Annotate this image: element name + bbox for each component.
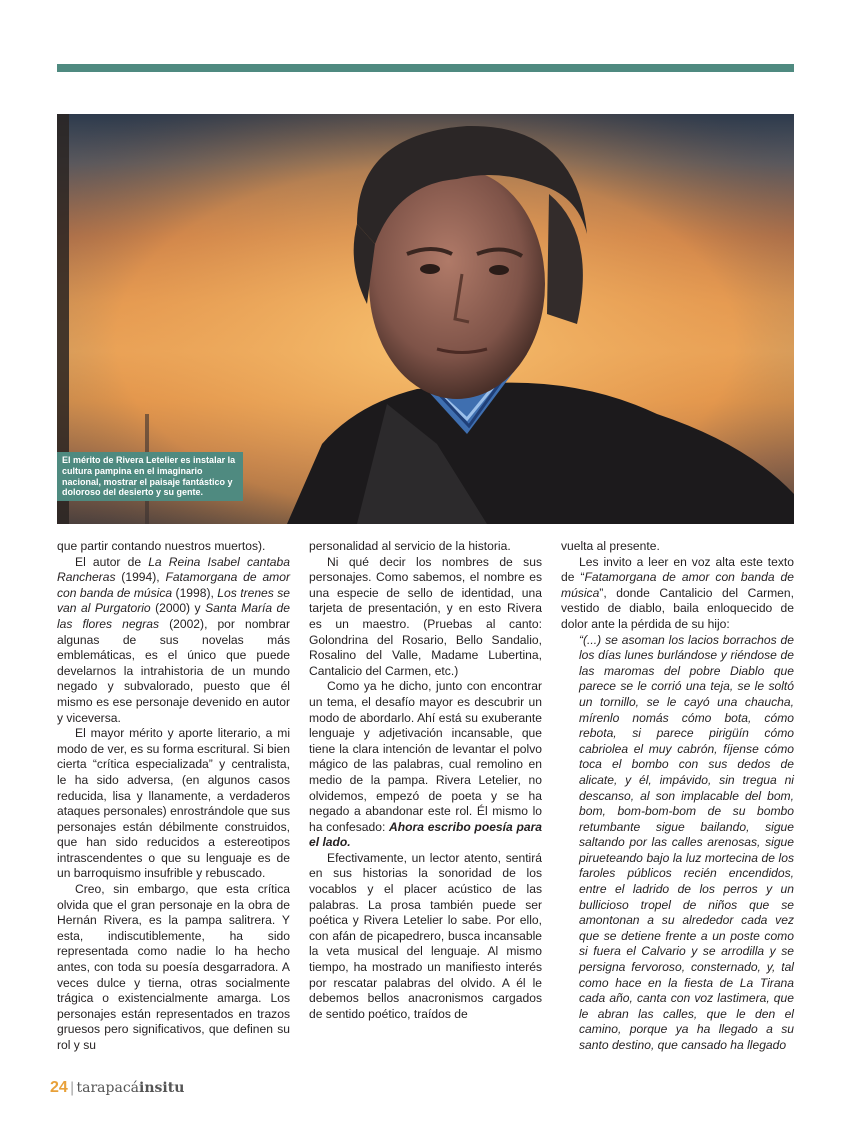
block-quote: “(...) se asoman los lacios borrachos de los días lunes burlándose y riéndose de las maromas del pobre Diablo que parece se le corrió una teja, se le soltó un tornillo, se le cayó una chaucha, mírenlo nomás cómo bota, cómo rebota, si parece pirigüín cómo cabriolea el muy cabrón, fíjense cómo toca el bombo con sus dedos de alicate, y él, impávido, sin tregua ni descanso, al son implacable del bom, bom, bom-bom-bom de su bombo retumbante sigue bailando, sigue saltando por las calles arenosas, sigue pirueteando bajo la luz mortecina de los faroles públicos recién encendidos, entre el ladrido de los perros y un bullicioso tropel de niños que se amontonan a su alrededor cada vez que se detiene frente a un poste como si fuera el Calvario y se arrodilla y se persigna fervoroso, consternado, y, tal como hace en la fiesta de La Tirana cada año, canta con voz lastimera, que le abran las calles, que le den el camino, porque ya ha llegado a su santo destino, que cansado ha llegado [579,632,794,1052]
page-number: 24 [50,1079,68,1096]
top-rule [57,64,794,72]
column-3 [561,539,794,1054]
magazine-name-suffix: insitu [139,1080,185,1096]
paragraph-rich [57,555,290,727]
paragraph-text: (1994), [115,570,166,585]
bold-quote: Ahora escribo poesía para el lado. [309,819,542,850]
paragraph-text: El autor de [75,554,149,569]
paragraph: Ni qué decir los nombres de sus personajes. Como sabemos, el nombre es una especie de sello de identidad, una tarjeta de presentación, y en esto Rivera es un maestro. (Pruebas al canto: Golondrina del Rosario, Bello Sandalio, Rosalino del Valle, Madame Lubertina, Cantalicio del Carmen, etc.) [309,554,542,678]
paragraph [561,555,794,633]
paragraph: Efectivamente, un lector atento, sentirá en sus historias la sonoridad de los vocablos y el placer acústico de las palabras. La prosa también puede ser poética y Rivera Letelier lo sabe. Por ello, con afán de picapedrero, busca incansable la veta musical del lenguaje. Al mismo tiempo, ha mostrado un manifiesto interés por rescatar palabras del olvido. A él le debemos bellos anacronismos cargados de sentido poético, traídos de [309,850,542,1021]
paragraph [309,679,542,851]
book-title: Fatamorgana de amor con banda de música [57,570,290,600]
paragraph: vuelta al presente. [561,539,660,553]
paragraph: que partir contando nuestros muertos). [57,539,266,553]
footer-separator: | [69,1080,75,1096]
column-2 [309,539,542,1022]
column-1 [57,539,290,1054]
paragraph-text: Les invito a leer en voz alta este texto de “ [561,554,794,585]
book-title: Fatamorgana de amor con banda de música [561,570,794,600]
paragraph-text: (2002), por nombrar algunas de sus novelas más emblemáticas, es el único que puede develarnos la intrahistoria de un mundo negado y subvalorado, puesto que él mismo es ese personaje devenido en autor y viceversa. [57,616,290,725]
paragraph-text: Como ya he dicho, junto con encontrar un tema, el desafío mayor es descubrir un modo de abordarlo. Ahí está su exuberante lenguaje y adjetivación incansable, que tiene la clara intención de levantar el polvo mágico de las palabras, cual remolino en medio de la pampa. Rivera Letelier, no olvidemos, empezó de poeta y se ha negado a abandonar este rol. Él mismo lo ha confesado: [309,679,542,834]
photo-caption: El mérito de Rivera Letelier es instalar la cultura pampina en el imaginario nacional, mostrar el paisaje fantástico y doloroso del desierto y su gente. [57,452,243,501]
book-title: Santa María de las flores negras [57,601,290,631]
paragraph-text: ”, donde Cantalicio del Carmen, vestido de diablo, baila enloquecido de dolor ante la pérdida de su hijo: [561,585,794,631]
paragraph-text: (2000) y [150,601,206,616]
book-title: Los trenes se van al Purgatorio [57,585,291,616]
page-footer [50,1079,184,1097]
paragraph: El mayor mérito y aporte literario, a mi modo de ver, es su forma escritural. Si bien cierta “crítica especializada” y centralista, le ha sido adversa, (en algunos casos reducida, lisa y llanamente, a verdaderos ataques personales) enrostrándole que sus personajes están débilmente construidos, que han sido reducidos a estereotipos intrascendentes o que su lenguaje es de un barroquismo insufrible y rebuscado. [57,726,290,881]
paragraph-text: (1998), [172,585,218,600]
paragraph: personalidad al servicio de la historia. [309,539,511,553]
paragraph: Creo, sin embargo, que esta crítica olvida que el gran personaje en la obra de Hernán Rivera, es la pampa salitrera. Y esta, indiscutiblemente, ha sido representada como nadie lo ha hecho antes, con toda su poesía desgarradora. A veces dulce y tierna, otras socialmente trágica o existencialmente amarga. Los personajes están representados en trazos gruesos pero significativos, que definen su rol y su [57,882,290,1052]
magazine-name: tarapacá [76,1080,140,1096]
book-title: La Reina Isabel cantaba Rancheras [57,554,290,585]
